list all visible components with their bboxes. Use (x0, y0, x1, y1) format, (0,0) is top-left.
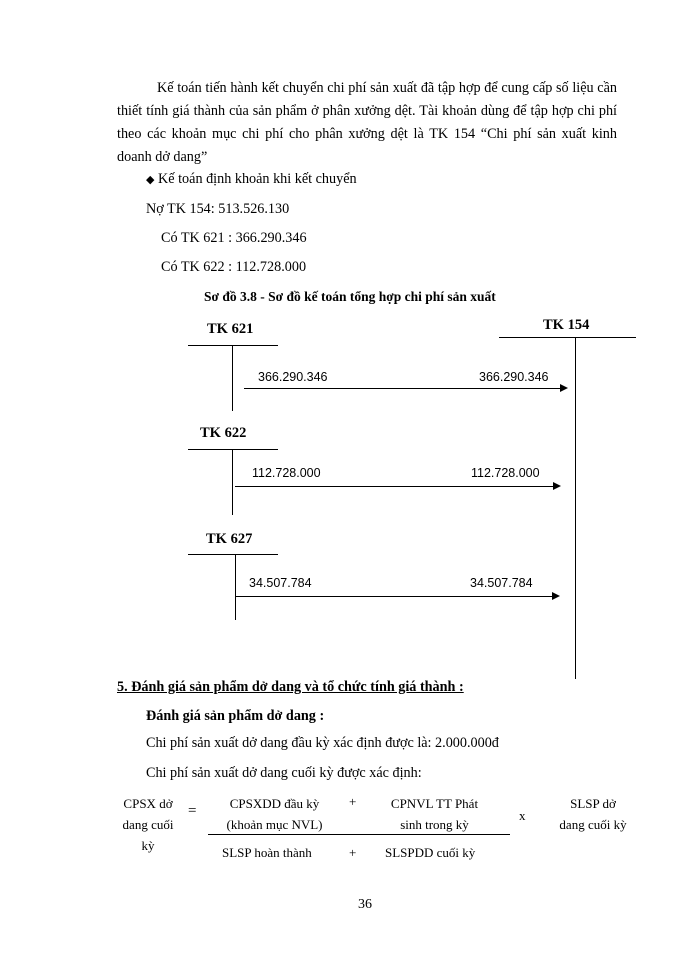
formula-num-term2-line2: sinh trong kỳ (400, 817, 469, 832)
tk621-transfer-arrow (244, 388, 566, 389)
formula-num-term2-line1: CPNVL TT Phát (390, 796, 479, 811)
tk621-left-amount: 366.290.346 (258, 370, 328, 384)
tk622-left-amount: 112.728.000 (252, 466, 321, 480)
tk622-transfer-arrow (235, 486, 559, 487)
formula-lhs-line3: kỳ (141, 838, 155, 853)
formula-den-plus: + (349, 845, 357, 860)
tk154-horizontal-line (499, 337, 636, 338)
tk627-transfer-arrow (236, 596, 558, 597)
formula-rhs (547, 793, 639, 835)
formula-den-term1: SLSP hoàn thành (222, 845, 312, 860)
tk627-left-amount: 34.507.784 (249, 576, 312, 590)
section5-line2: Chi phí sản xuất dở dang cuối kỳ được xác định: (146, 765, 422, 781)
section5-line1: Chi phí sản xuất dở dang đầu kỳ xác định được là: 2.000.000đ (146, 735, 499, 751)
formula-fraction-bar (208, 834, 510, 835)
tk621-label: TK 621 (207, 321, 254, 337)
tk622-vertical-line (232, 449, 233, 515)
entry-debit-154: Nợ TK 154: 513.526.130 (146, 201, 290, 217)
formula-rhs-line1: SLSP dở (570, 796, 616, 811)
formula-lhs-line1: CPSX dở (123, 796, 173, 811)
formula-num-term1-line1: CPSXDD đầu kỳ (229, 796, 320, 811)
formula-lhs-line2: dang cuối (122, 817, 174, 832)
formula-num-term1-line2: (khoản mục NVL) (226, 817, 323, 832)
tk154-label: TK 154 (543, 317, 590, 333)
diamond-bullet-icon: ◆ (146, 173, 155, 186)
formula-lhs (112, 793, 184, 856)
entry-credit-621: Có TK 621 : 366.290.346 (161, 230, 307, 246)
tk621-horizontal-line (188, 345, 278, 346)
formula-num-term2 (377, 793, 492, 835)
tk621-right-amount: 366.290.346 (479, 370, 549, 384)
section5-heading: 5. Đánh giá sản phẩm dở dang và tổ chức tính giá thành : (117, 679, 464, 695)
bullet-text: Kế toán định khoản khi kết chuyển (158, 171, 357, 187)
tk622-horizontal-line (188, 449, 278, 450)
diagram-title: Sơ đồ 3.8 - Sơ đồ kế toán tổng hợp chi phí sản xuất (204, 289, 496, 304)
tk627-label: TK 627 (206, 531, 253, 547)
tk621-vertical-line (232, 345, 233, 411)
tk627-horizontal-line (188, 554, 278, 555)
tk154-vertical-line (575, 337, 576, 679)
formula-num-plus: + (349, 794, 357, 809)
formula-rhs-line2: dang cuối kỳ (559, 817, 627, 832)
entry-credit-622: Có TK 622 : 112.728.000 (161, 259, 307, 275)
formula-den-term2: SLSPDD cuối kỳ (385, 845, 476, 860)
tk622-right-amount: 112.728.000 (471, 466, 540, 480)
tk627-vertical-line (235, 554, 236, 620)
tk622-label: TK 622 (200, 425, 247, 441)
page-number: 36 (358, 897, 372, 912)
tk627-right-amount: 34.507.784 (470, 576, 533, 590)
section5-subheading: Đánh giá sản phẩm dở dang : (146, 708, 325, 724)
formula-equals: = (188, 803, 197, 819)
formula-num-term1 (212, 793, 337, 835)
intro-paragraph: Kế toán tiến hành kết chuyển chi phí sản xuất đã tập hợp để cung cấp số liệu cần thiết tính giá thành của sản phẩm ở phân xưởng dệt. Tài khoản dùng để tập hợp chi phí theo các khoản mục chi phí cho phân xưởng dệt là TK 154 “Chi phí sản xuất kinh doanh dở dang” (117, 80, 617, 165)
bullet-line (146, 171, 357, 188)
formula-times: x (519, 808, 526, 823)
